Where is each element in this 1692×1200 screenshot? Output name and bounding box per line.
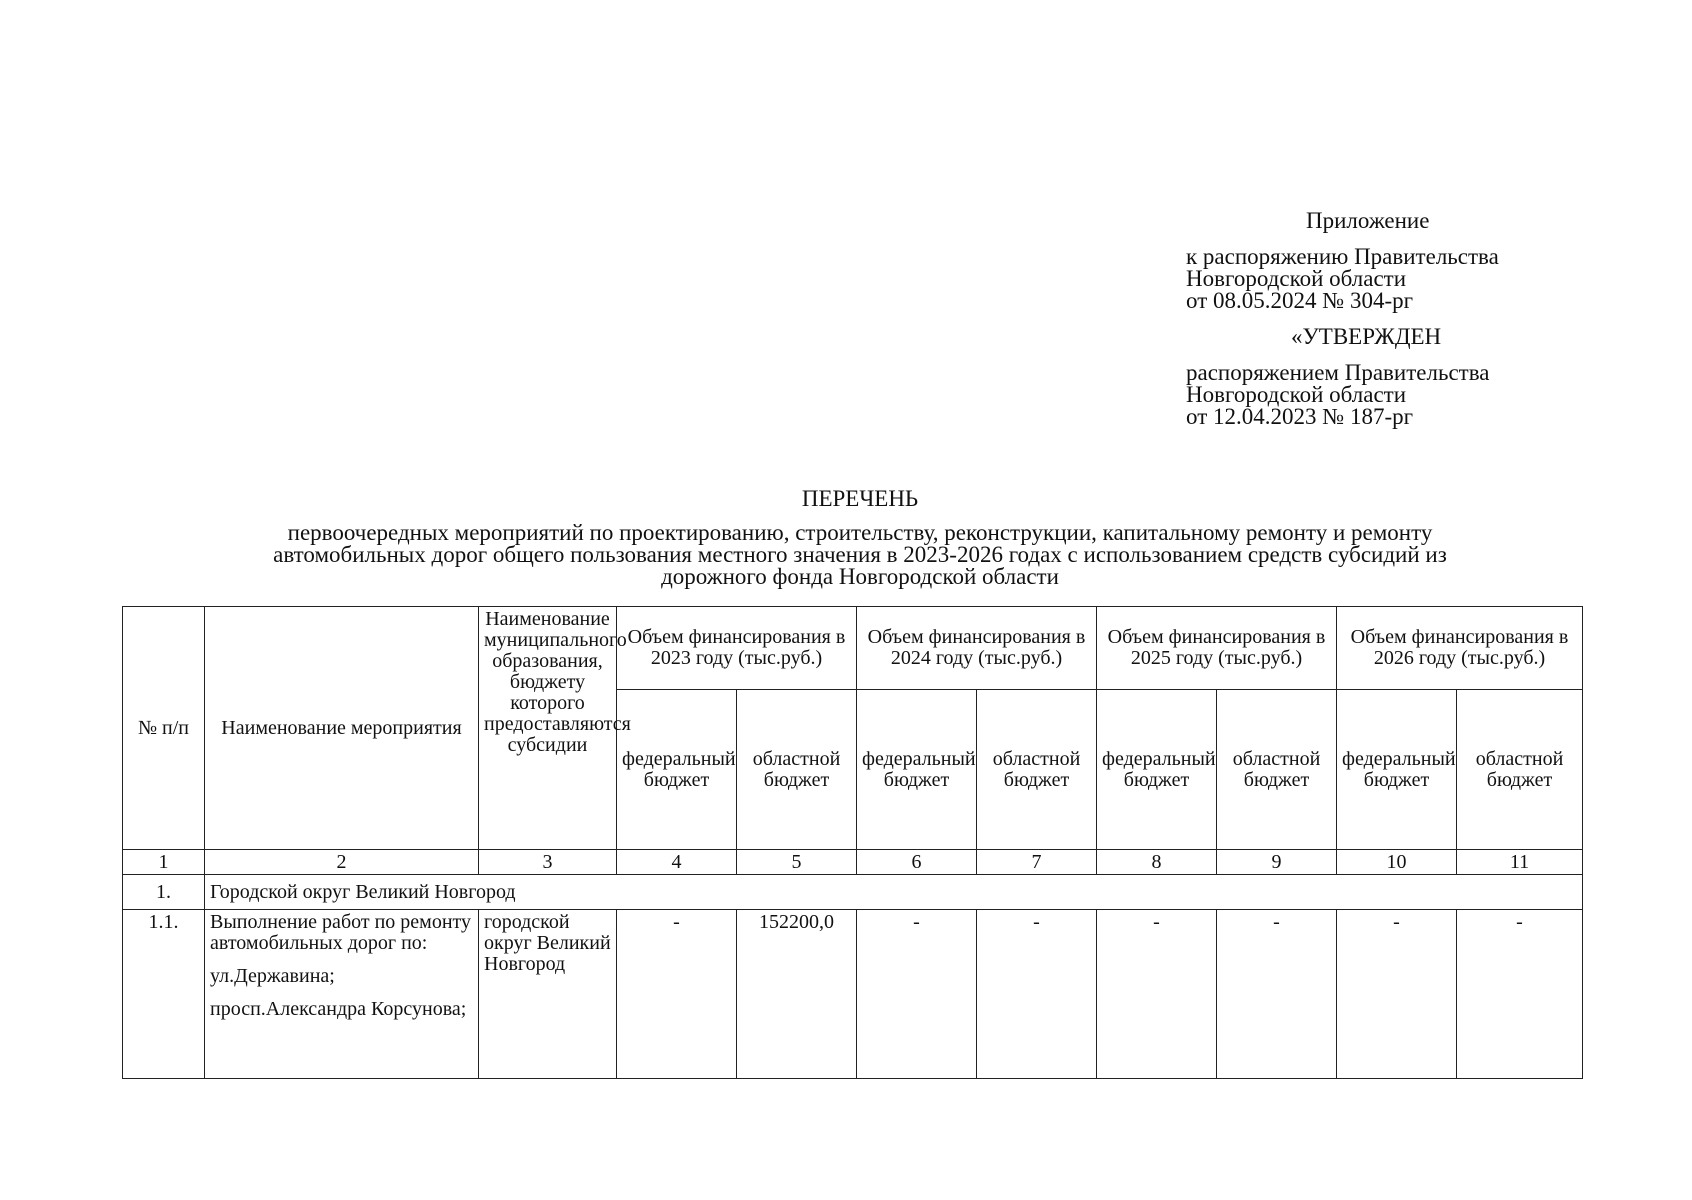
document-title: ПЕРЕЧЕНЬ <box>801 486 919 511</box>
header-year-2023: Объем финансирования в 2023 году (тыс.руб.) <box>617 607 857 690</box>
table-row <box>123 875 1583 910</box>
header-regional: областной бюджет <box>1217 690 1337 850</box>
value-cell: 152200,0 <box>737 910 857 1079</box>
value-cell: - <box>1457 910 1583 1079</box>
column-number: 3 <box>479 850 617 875</box>
header-regional: областной бюджет <box>977 690 1097 850</box>
row-num: 1. <box>123 875 205 910</box>
row-num: 1.1. <box>123 910 205 1079</box>
header-year-2024: Объем финансирования в 2024 году (тыс.руб.) <box>857 607 1097 690</box>
header-federal: федеральный бюджет <box>1097 690 1217 850</box>
column-number: 1 <box>123 850 205 875</box>
value-cell: - <box>617 910 737 1079</box>
column-number: 11 <box>1457 850 1583 875</box>
heading-line: первоочередных мероприятий по проектированию, строительству, реконструкции, капитальному ремонту и ремонту <box>287 520 1433 545</box>
header-regional: областной бюджет <box>737 690 857 850</box>
appendix-title: Приложение <box>1306 208 1430 233</box>
document-heading <box>150 488 1570 588</box>
measure-name <box>205 910 479 1079</box>
group-name: Городской округ Великий Новгород <box>205 875 1583 910</box>
header-year-2026: Объем финансирования в 2026 году (тыс.руб.) <box>1337 607 1583 690</box>
column-number: 6 <box>857 850 977 875</box>
value-cell: - <box>1337 910 1457 1079</box>
appendix-line: распоряжением Правительства <box>1186 360 1490 385</box>
appendix-line: от 12.04.2023 № 187-рг <box>1186 404 1414 429</box>
header-year-2025: Объем финансирования в 2025 году (тыс.руб.) <box>1097 607 1337 690</box>
value-cell: - <box>977 910 1097 1079</box>
header-regional: областной бюджет <box>1457 690 1583 850</box>
column-number: 7 <box>977 850 1097 875</box>
value-cell: - <box>857 910 977 1079</box>
appendix-line: от 08.05.2024 № 304-рг <box>1186 288 1414 313</box>
municipality-name: городской округ Великий Новгород <box>479 910 617 1079</box>
column-number: 4 <box>617 850 737 875</box>
heading-line: дорожного фонда Новгородской области <box>661 564 1059 589</box>
table-row <box>123 910 1583 1079</box>
header-federal: федеральный бюджет <box>857 690 977 850</box>
value-cell: - <box>1097 910 1217 1079</box>
appendix-block <box>1186 210 1606 428</box>
heading-line: автомобильных дорог общего пользования местного значения в 2023-2026 годах с использованием средств субсидий из <box>273 542 1447 567</box>
header-federal: федеральный бюджет <box>1337 690 1457 850</box>
column-number: 8 <box>1097 850 1217 875</box>
approved-label: «УТВЕРЖДЕН <box>1291 324 1442 349</box>
appendix-line: Новгородской области <box>1186 266 1407 291</box>
header-num: № п/п <box>123 607 205 850</box>
column-numbers-row <box>123 850 1583 875</box>
column-number: 5 <box>737 850 857 875</box>
measure-line: просп.Александра Корсунова; <box>210 998 467 1020</box>
column-number: 10 <box>1337 850 1457 875</box>
column-number: 2 <box>205 850 479 875</box>
appendix-line: к распоряжению Правительства <box>1186 244 1499 269</box>
header-municipality: Наименование муниципального образования, бюджету которого предоставляются субсидии <box>479 607 617 850</box>
appendix-line: Новгородской области <box>1186 382 1407 407</box>
measure-line: ул.Державина; <box>210 965 335 987</box>
measures-table <box>122 606 1583 1079</box>
value-cell: - <box>1217 910 1337 1079</box>
measure-line: Выполнение работ по ремонту автомобильных дорог по: <box>210 911 472 954</box>
column-number: 9 <box>1217 850 1337 875</box>
header-federal: федеральный бюджет <box>617 690 737 850</box>
header-name: Наименование мероприятия <box>205 607 479 850</box>
